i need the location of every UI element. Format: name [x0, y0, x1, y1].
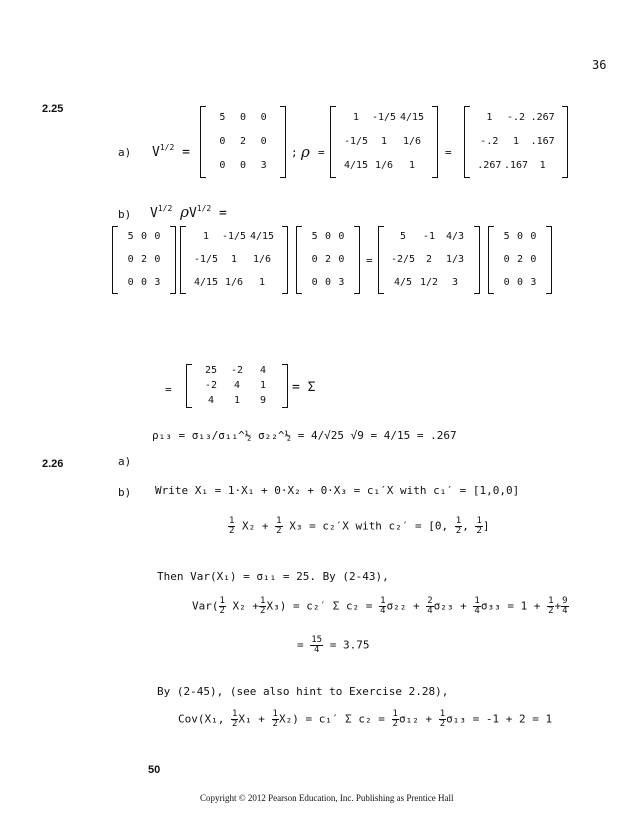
matrix-cell: 5 [503, 231, 510, 243]
matrix-cell: 2 [239, 136, 247, 147]
matrix-cell: 3 [338, 276, 345, 288]
c2-line: $\frac{1}{2}$ X₂ + $\frac{1}{2}$ X₃ = c₂′X with c₂′ = [0, $\frac{1}{2}$ , $\frac{1}{2}$ ] [229, 516, 490, 536]
rho-eq: = [318, 146, 325, 159]
matrix-cell: 1/6 [224, 276, 244, 288]
matrix-cell: 0 [530, 254, 537, 265]
part-b-expression: $V^{1/2}$ $\rho V^{1/2}$ = [150, 203, 227, 221]
matrix-cell: 0 [260, 112, 267, 123]
matrix-sigma-result [186, 364, 288, 408]
matrix-product-rho [180, 226, 288, 294]
matrix-rho-fraction [330, 106, 438, 178]
matrix-cell: 0 [140, 276, 148, 288]
rho-symbol: ρ [301, 143, 310, 161]
matrix-cell: 0 [154, 231, 161, 243]
semicolon: ; [291, 146, 298, 159]
rho13-line: ρ₁₃ = σ₁₃/σ₁₁^½ σ₂₂^½ = 4/√25 √9 = 4/15 = .267 [152, 429, 457, 442]
sigma-symbol: = Σ [292, 380, 316, 395]
matrix-cell: .167 [530, 136, 555, 147]
matrix-cell: 1 [408, 160, 416, 171]
product-eq: = [366, 254, 373, 267]
matrix-cell: 0 [219, 136, 226, 147]
part-a-label-226: a) [118, 455, 132, 468]
matrix-cell: 0 [127, 276, 134, 288]
matrix-cell: 1 [202, 231, 210, 243]
matrix-cell: 0 [516, 276, 524, 288]
part-b-label: b) [118, 208, 132, 221]
matrix-cell: 9 [259, 394, 267, 406]
matrix-cell: 4 [259, 365, 267, 377]
matrix-cell: 0 [140, 231, 148, 243]
matrix-cell: 1/6 [374, 160, 394, 171]
matrix-cell: 1 [259, 380, 267, 391]
matrix-cell: 0 [516, 231, 524, 243]
matrix-cell: 4/15 [343, 160, 369, 171]
matrix-cell: 1/2 [419, 276, 439, 288]
matrix-cell: 1 [380, 136, 388, 147]
part-b-label-226: b) [118, 486, 132, 499]
matrix-cell: 3 [154, 276, 161, 288]
cov-line: Cov(X₁, $\frac{1}{2}$ X₁ + $\frac{1}{2}$ X₂) = c₁′ Σ c₂ = $\frac{1}{2}$ σ₁₂ + $\frac{1}{2}$ σ₁₃ = -1 + 2 = 1 [178, 709, 553, 729]
problem-2-25-label: 2.25 [42, 103, 64, 115]
matrix-product-mid [378, 226, 480, 294]
matrix-cell: -1/5 [343, 136, 369, 147]
matrix-cell: 0 [503, 254, 510, 265]
matrix-cell: 1/6 [402, 136, 422, 147]
matrix-cell: 4 [207, 394, 215, 406]
matrix-v-half [200, 106, 286, 178]
matrix-cell: -.2 [506, 112, 526, 123]
matrix-cell: 4/5 [393, 276, 413, 288]
sigma-eq: = [165, 383, 172, 396]
matrix-cell: 1 [512, 136, 520, 147]
matrix-cell: -2/5 [390, 254, 416, 265]
matrix-cell: 0 [530, 231, 537, 243]
matrix-cell: 0 [324, 231, 332, 243]
part-a-label: a) [118, 146, 132, 159]
copyright-footer: Copyright © 2012 Pearson Education, Inc. Publishing as Prentice Hall [200, 793, 454, 803]
matrix-cell: 3 [530, 276, 537, 288]
matrix-cell: 4/3 [445, 231, 465, 243]
matrix-cell: 0 [338, 231, 345, 243]
matrix-cell: 0 [260, 136, 267, 147]
rho-dec-eq: = [445, 146, 452, 159]
matrix-cell: 4 [233, 380, 241, 391]
matrix-cell: 0 [311, 254, 318, 265]
matrix-cell: 2 [425, 254, 433, 265]
matrix-cell: 0 [503, 276, 510, 288]
matrix-cell: 0 [338, 254, 345, 265]
then-var-line: Then Var(X₁) = σ₁₁ = 25. By (2-43), [157, 570, 389, 583]
matrix-cell: 1 [352, 112, 360, 123]
matrix-product-v-right [296, 226, 360, 294]
matrix-cell: 1/3 [445, 254, 465, 265]
matrix-cell: -1/5 [371, 112, 397, 123]
matrix-cell: 0 [311, 276, 318, 288]
matrix-cell: 5 [127, 231, 134, 243]
matrix-cell: -2 [204, 380, 218, 391]
page-number: 36 [592, 58, 607, 72]
matrix-cell: 0 [324, 276, 332, 288]
matrix-rho-decimal [464, 106, 568, 178]
matrix-cell: 5 [311, 231, 318, 243]
matrix-cell: 0 [127, 254, 134, 265]
matrix-cell: 1 [230, 254, 238, 265]
matrix-cell: 1/6 [252, 254, 272, 265]
write-x1-line: Write X₁ = 1·X₁ + 0·X₂ + 0·X₃ = c₁′X with c₁′ = [1,0,0] [155, 484, 520, 497]
matrix-cell: -2 [230, 365, 244, 377]
matrix-cell: 0 [154, 254, 161, 265]
matrix-cell: 3 [260, 160, 267, 171]
bottom-number: 50 [148, 764, 161, 776]
matrix-product-v-last [488, 226, 552, 294]
matrix-cell: 4/15 [193, 276, 219, 288]
matrix-cell: 1 [539, 160, 546, 171]
matrix-cell: .267 [477, 160, 502, 171]
matrix-cell: -1/5 [221, 231, 247, 243]
matrix-cell: -.2 [480, 136, 499, 147]
matrix-cell: 1 [258, 276, 266, 288]
matrix-cell: .167 [503, 160, 529, 171]
matrix-cell: 2 [140, 254, 148, 265]
v-half-label: $V^{1/2}$ = [152, 143, 190, 160]
matrix-cell: 1 [233, 394, 241, 406]
matrix-product-v-left [112, 226, 176, 294]
matrix-cell: -1 [422, 231, 436, 243]
matrix-cell: 0 [239, 160, 247, 171]
matrix-cell: 2 [516, 254, 524, 265]
by-245-line: By (2-45), (see also hint to Exercise 2.28), [157, 685, 449, 698]
matrix-cell: 5 [399, 231, 407, 243]
matrix-cell: 25 [204, 365, 218, 377]
matrix-cell: -1/5 [193, 254, 219, 265]
matrix-cell: .267 [530, 112, 555, 123]
problem-2-26-label: 2.26 [42, 458, 64, 470]
matrix-cell: 0 [219, 160, 226, 171]
var-line: Var( $\frac{1}{2}$ X₂ + $\frac{1}{2}$ X₃) = c₂′ Σ c₂ = $\frac{1}{4}$ σ₂₂ + $\frac{2}{4}$ σ₂₃ + $\frac{1}{4}$ σ₃₃ = 1 + $\frac{1}{2}$ + $\frac{9}{4}$ [192, 596, 568, 616]
matrix-cell: 2 [324, 254, 332, 265]
matrix-cell: 4/15 [399, 112, 425, 123]
var-result-line: = $\frac{15}{4}$ = 3.75 [297, 635, 370, 655]
matrix-cell: 5 [219, 112, 226, 123]
matrix-cell: 1 [486, 112, 493, 123]
matrix-cell: 0 [239, 112, 247, 123]
matrix-cell: 4/15 [249, 231, 275, 243]
matrix-cell: 3 [451, 276, 459, 288]
